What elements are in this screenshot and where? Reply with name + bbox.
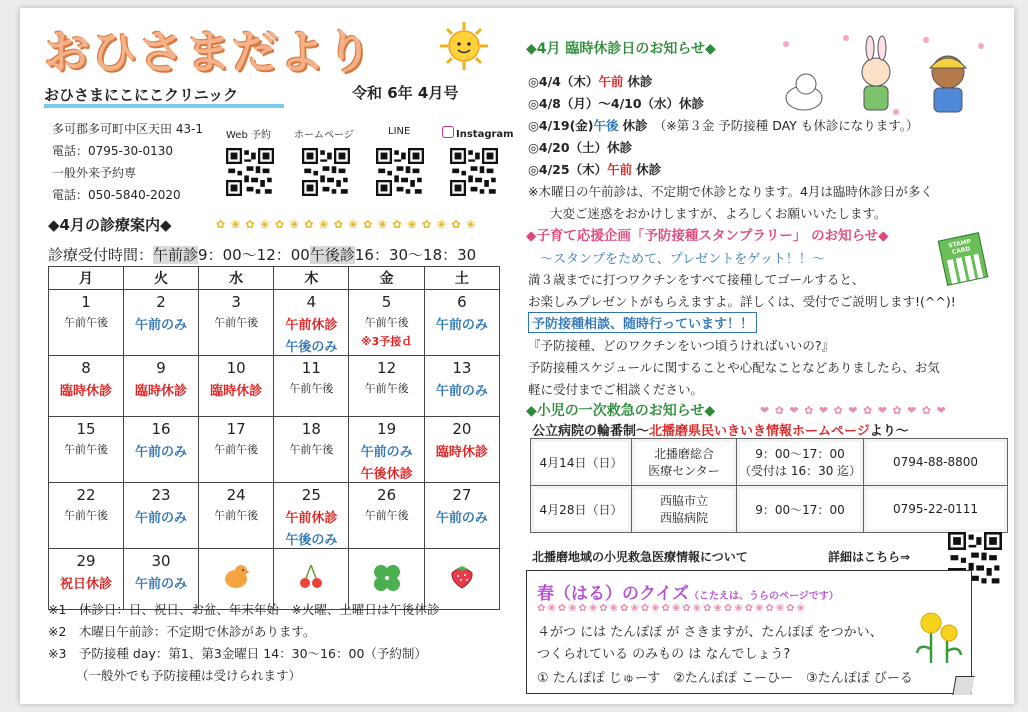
day-number: 24 — [226, 486, 246, 504]
emergency-subtitle — [532, 420, 909, 439]
day-number: 29 — [76, 552, 96, 570]
day-status: 午前のみ — [135, 577, 188, 592]
closure-date: ◎4/20（土）休診 — [528, 140, 633, 155]
day-status: 午前午後 — [214, 443, 259, 456]
day-number: 5 — [381, 293, 392, 311]
day-number: 8 — [81, 359, 91, 377]
calendar-week-row — [49, 417, 500, 483]
calendar-day-cell — [349, 483, 424, 549]
flower-decoration: ✿ ❀ ✿ ❀ ✿ ❀ ✿ ❀ ✿ ❀ ✿ ❀ ✿ ❀ ✿ ❀ ✿ ❀ — [216, 218, 477, 231]
emergency-phone: 0795-22-0111 — [864, 486, 1008, 533]
stamp-card-label: STAMP CARD — [947, 238, 972, 257]
hours-label: 診療受付時間： — [48, 246, 154, 264]
day-status: 午前のみ — [435, 318, 488, 333]
emergency-date: 4月28日（日） — [531, 486, 632, 533]
vaccination-consult-box: 予防接種相談、随時行っています！！ — [528, 312, 757, 333]
day-status: 午前午後 — [289, 382, 334, 395]
calendar-day-cell — [199, 290, 274, 356]
day-number: 16 — [151, 420, 171, 438]
emergency-sub-black: 公立病院の輪番制～ — [532, 424, 650, 439]
address: 多可郡多可町中区天田 43-1 — [52, 122, 204, 136]
strawberry-icon — [425, 561, 499, 594]
day-status: 午前のみ — [435, 384, 488, 399]
calendar-day-cell — [424, 290, 499, 356]
newsletter-page — [20, 8, 1014, 704]
emergency-time: 9：00～17：00 — [737, 486, 864, 533]
day-status: 午前のみ — [360, 445, 413, 460]
calendar-day-cell — [124, 483, 199, 549]
day-number: 11 — [301, 359, 321, 377]
stamp-line-5: 軽に受付までご相談ください。 — [528, 382, 704, 397]
pm-tag: 午後診 — [309, 246, 355, 264]
weekday-header: 金 — [349, 267, 424, 290]
day-status: 午前午後 — [64, 443, 108, 456]
day-number: 13 — [452, 359, 472, 377]
weekday-header: 土 — [424, 267, 499, 290]
calendar-day-cell — [49, 417, 124, 483]
calendar-week-row — [49, 356, 500, 417]
quiz-title: 春（はる）のクイズ — [537, 584, 689, 604]
homepage-label: ホームページ — [294, 130, 354, 141]
day-status: 午前休診 — [285, 318, 338, 333]
emergency-date: 4月14日（日） — [531, 439, 632, 486]
calendar-body — [49, 290, 500, 610]
day-status: 臨時休診 — [60, 384, 113, 399]
closure-time: 午前 — [598, 74, 624, 89]
calendar-day-cell — [274, 483, 349, 549]
day-status: 午前のみ — [135, 511, 188, 526]
calendar-day-cell — [424, 483, 499, 549]
calendar-day-cell — [49, 483, 124, 549]
day-number: 22 — [76, 486, 96, 504]
calendar-day-cell — [49, 290, 124, 356]
quiz-line-1: ４がつ には たんぽぽ が さきますが、たんぽぽ をつかい、 — [537, 625, 883, 640]
calendar-day-cell — [199, 417, 274, 483]
calendar-day-cell — [199, 483, 274, 549]
stamp-line-4: 予防接種スケジュールに関することや心配なことなどありましたら、お気 — [528, 360, 940, 375]
day-status: 午後のみ — [285, 340, 338, 355]
note-1: ※1 休診日：日、祝日、お盆、年末年始 ※火曜、土曜日は午後休診 — [48, 602, 440, 617]
homepage-qr-code[interactable] — [302, 148, 350, 196]
day-status: 午前のみ — [435, 511, 488, 526]
weekday-header: 木 — [274, 267, 349, 290]
clinic-name: おひさまにこにこクリニック — [44, 86, 239, 104]
line-label: LINE — [388, 126, 411, 137]
day-number: 26 — [377, 486, 397, 504]
closure-item — [528, 72, 652, 90]
calendar-day-cell — [424, 417, 499, 483]
day-number: 18 — [301, 420, 321, 438]
quiz-options: ① たんぽぽ じゅーす ②たんぽぽ こーひー ③たんぽぽ びーる — [537, 671, 913, 686]
weekday-header: 水 — [199, 267, 274, 290]
calendar-day-cell — [274, 417, 349, 483]
sun-icon — [438, 20, 490, 72]
emergency-sub-red: 北播磨県民いきいき情報ホームページ — [649, 424, 870, 439]
day-status: 午前午後 — [64, 316, 108, 329]
day-number: 1 — [81, 293, 91, 311]
stamp-card-grid — [947, 254, 983, 284]
line-qr-code[interactable] — [376, 148, 424, 196]
day-status: ※3予接ｄ — [360, 335, 413, 348]
cherry-icon — [274, 561, 348, 594]
quiz-box — [526, 570, 972, 694]
day-number: 15 — [76, 420, 96, 438]
note-2: ※2 木曜日午前診：不定期で休診があります。 — [48, 624, 316, 639]
emergency-phone: 0794-88-8800 — [864, 439, 1008, 486]
calendar-day-cell — [349, 356, 424, 417]
stamp-card-icon — [938, 232, 989, 286]
emergency-hospital — [632, 439, 737, 486]
emergency-row — [531, 486, 1008, 533]
hospital-line: 北播磨総合 — [653, 447, 714, 461]
closure-time: 午前 — [607, 162, 633, 177]
emergency-table — [530, 438, 1008, 533]
calendar-header-row — [49, 267, 500, 290]
calendar-day-cell — [274, 290, 349, 356]
closure-item — [528, 160, 661, 178]
day-number: 12 — [377, 359, 397, 377]
stamp-line-2: お楽しみプレゼントがもらえますよ。詳しくは、受付でご説明します!(^^)! — [528, 294, 956, 309]
closure-note-1: ※木曜日の午前診は、不定期で休診となります。4月は臨時休診日が多く — [528, 184, 933, 199]
calendar-day-cell — [349, 290, 424, 356]
calendar-day-cell — [349, 417, 424, 483]
clover-icon — [349, 561, 423, 598]
reception-hours — [48, 244, 476, 265]
calendar-day-cell — [424, 356, 499, 417]
stamp-rally-subtitle: ～スタンプをためて、プレゼントをゲット！！～ — [540, 252, 825, 267]
instagram-icon — [442, 126, 454, 138]
day-status: 午後のみ — [285, 533, 338, 548]
closure-label: 休診 — [622, 118, 648, 133]
note-4: （一般外でも予防接種は受けられます） — [76, 668, 302, 683]
calendar-day-cell — [124, 356, 199, 417]
emergency-sub-end: より～ — [869, 424, 909, 439]
instagram-label — [442, 126, 514, 140]
calendar-day-cell — [124, 290, 199, 356]
weekday-header: 火 — [124, 267, 199, 290]
emergency-title: ◆小児の一次救急のお知らせ◆ — [526, 403, 716, 419]
day-number: 10 — [226, 359, 246, 377]
day-status: 午前休診 — [285, 511, 338, 526]
pm-time: 16：30～18：30 — [354, 246, 477, 264]
closure-date: ◎4/19(金) — [528, 118, 594, 133]
web-reserve-label: Web 予約 — [226, 130, 271, 141]
closure-label: 休診 — [627, 74, 653, 89]
closure-time: 午後 — [593, 118, 619, 133]
day-status: 午前のみ — [135, 445, 188, 460]
calendar-day-cell — [199, 356, 274, 417]
hospital-line: 西脇市立 — [659, 494, 708, 508]
closures-title: ◆4月 臨時休診日のお知らせ◆ — [526, 41, 716, 57]
day-number: 17 — [226, 420, 246, 438]
schedule-title: ◆4月の診療案内◆ — [48, 216, 172, 234]
calendar-day-cell — [274, 356, 349, 417]
day-number: 20 — [452, 420, 472, 438]
instagram-qr-code[interactable] — [450, 148, 498, 196]
day-status: 祝日休診 — [60, 577, 113, 592]
general-label: 一般外来予約専 — [52, 166, 137, 180]
quiz-decoration: ✿❀✿❀✿❀✿❀✿❀✿❀✿❀✿❀✿❀✿❀✿❀✿❀✿❀ — [537, 603, 807, 614]
time-line: （受付は 16：30 迄） — [739, 464, 862, 478]
calendar-day-cell — [124, 417, 199, 483]
calendar-week-row — [49, 483, 500, 549]
issue-label: 令和 6年 4月号 — [352, 84, 459, 102]
closure-date: ◎4/4（木） — [528, 74, 599, 89]
instagram-text: Instagram — [456, 129, 514, 140]
details-link[interactable]: 詳細はこちら⇒ — [828, 550, 911, 564]
am-tag: 午前診 — [153, 246, 199, 264]
hospital-line: 医療センター — [648, 464, 720, 478]
day-status: 臨時休診 — [135, 384, 188, 399]
day-number: 4 — [306, 293, 317, 311]
emergency-footer: 北播磨地域の小児救急医療情報について — [532, 550, 748, 564]
time-line: 9：00～17：00 — [755, 447, 845, 461]
emergency-row — [531, 439, 1008, 486]
note-3: ※3 予防接種 day：第1、第3金曜日 14：30～16：00（予約制） — [48, 646, 427, 661]
animal-illustration — [776, 32, 996, 118]
phone: 電話：0795-30-0130 — [52, 144, 174, 158]
closure-note: （※第３金 予防接種 DAY も休診になります。） — [660, 118, 919, 133]
closure-date: ◎4/8（月）～4/10（水）休診 — [528, 96, 705, 111]
closure-label: 休診 — [636, 162, 662, 177]
newsletter-title: おひさまだより — [44, 25, 373, 79]
closure-item — [528, 116, 919, 134]
day-status: 午前午後 — [364, 509, 409, 522]
calendar-week-row — [49, 290, 500, 356]
closure-item — [528, 94, 704, 112]
emergency-time — [737, 439, 864, 486]
day-number: 9 — [156, 359, 166, 377]
day-status: 臨時休診 — [435, 445, 488, 460]
day-status: 午前午後 — [64, 509, 108, 522]
quiz-heading — [537, 579, 839, 604]
stamp-line-3: 『予防接種、どのワクチンをいつ頃うければいいの?』 — [528, 338, 835, 353]
day-number: 23 — [151, 486, 171, 504]
day-status: 午後休診 — [360, 467, 413, 482]
day-number: 3 — [231, 293, 241, 311]
hospital-line: 西脇病院 — [659, 511, 708, 525]
stamp-line-1: 満３歳までに打つワクチンをすべて接種してゴールすると、 — [528, 272, 865, 287]
day-status: 午前午後 — [214, 509, 259, 522]
day-number: 2 — [156, 293, 166, 311]
quiz-hint: （こたえは、うらのページです） — [688, 591, 839, 602]
page-curl — [952, 676, 974, 695]
day-status: 午前午後 — [214, 316, 259, 329]
general-phone: 電話：050-5840-2020 — [52, 188, 181, 202]
day-number: 27 — [452, 486, 472, 504]
closure-note-2: 大変ご迷惑をおかけしますが、よろしくお願いいたします。 — [550, 206, 887, 221]
am-time: 9：00～12：00 — [198, 246, 310, 264]
chick-icon — [199, 561, 273, 594]
day-status: 午前午後 — [364, 316, 409, 329]
day-status: 臨時休診 — [210, 384, 263, 399]
quiz-line-2: つくられている のみもの は なんでしょう? — [537, 647, 791, 662]
day-status: 午前のみ — [135, 318, 188, 333]
closure-item — [528, 138, 632, 156]
day-number: 30 — [151, 552, 171, 570]
day-number: 6 — [457, 293, 467, 311]
weekday-header: 月 — [49, 267, 124, 290]
web-reserve-qr-code[interactable] — [226, 148, 274, 196]
emergency-hospital — [632, 486, 737, 533]
heart-decoration: ❤ ✿ ❤ ✿ ❤ ✿ ❤ ✿ ❤ ✿ ❤ ✿ ❤ — [760, 404, 947, 417]
stamp-rally-title: ◆子育て応援企画「予防接種スタンプラリー」 のお知らせ◆ — [526, 228, 889, 244]
day-number: 19 — [377, 420, 397, 438]
calendar-day-cell — [49, 356, 124, 417]
day-number: 25 — [301, 486, 321, 504]
closure-date: ◎4/25（木） — [528, 162, 608, 177]
calendar-table — [48, 266, 500, 610]
day-status: 午前午後 — [289, 443, 334, 456]
day-status: 午前午後 — [364, 382, 409, 395]
dandelion-icon — [913, 605, 965, 665]
